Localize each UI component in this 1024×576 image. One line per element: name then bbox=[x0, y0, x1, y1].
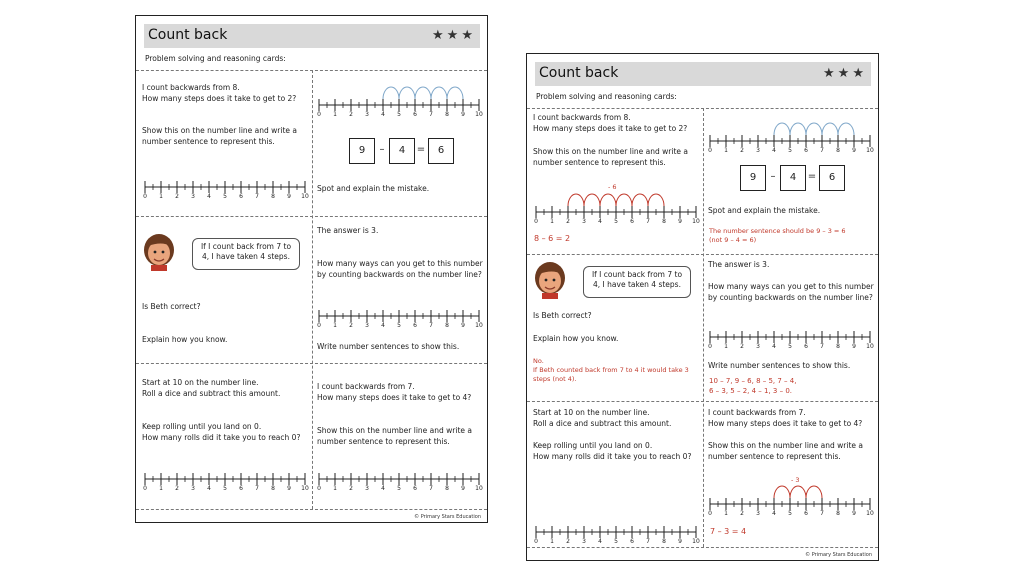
number-line-label: 6 bbox=[630, 538, 634, 544]
number-box: 9 bbox=[740, 165, 766, 191]
number-line-label: 6 bbox=[804, 510, 808, 516]
number-line-label: 4 bbox=[598, 218, 602, 224]
speech-bubble bbox=[192, 238, 300, 270]
number-line-label: 2 bbox=[349, 322, 353, 328]
number-line-label: 2 bbox=[566, 218, 570, 224]
jump-arc bbox=[447, 87, 463, 99]
card-text: Start at 10 on the number line. bbox=[533, 408, 650, 417]
number-line-label: 6 bbox=[239, 193, 243, 199]
divider bbox=[312, 70, 313, 509]
card-text: Write number sentences to show this. bbox=[708, 361, 851, 370]
answer-text: 7 – 3 = 4 bbox=[710, 527, 747, 536]
card-text: number sentence to represent this. bbox=[142, 137, 275, 146]
card-text: Roll a dice and subtract this amount. bbox=[142, 389, 281, 398]
number-line-label: 4 bbox=[598, 538, 602, 544]
card-text: I count backwards from 8. bbox=[533, 113, 631, 122]
card-text: Explain how you know. bbox=[142, 335, 228, 344]
answer-text: If Beth counted back from 7 to 4 it would take 3 bbox=[533, 366, 689, 374]
bubble-text: If I count back from 7 to bbox=[200, 242, 292, 251]
number-line-label: 7 bbox=[255, 193, 259, 199]
jump-arc bbox=[568, 194, 584, 206]
number-line-label: 4 bbox=[381, 322, 385, 328]
card-text: Keep rolling until you land on 0. bbox=[533, 441, 653, 450]
number-line-label: 1 bbox=[333, 322, 337, 328]
number-line-label: 0 bbox=[143, 485, 147, 491]
number-box: 6 bbox=[428, 138, 454, 164]
number-line-label: 0 bbox=[534, 218, 538, 224]
number-line-label: 0 bbox=[317, 111, 321, 117]
number-line-label: 2 bbox=[349, 111, 353, 117]
number-line-label: 4 bbox=[381, 111, 385, 117]
number-line-label: 5 bbox=[788, 510, 792, 516]
subtitle: Problem solving and reasoning cards: bbox=[145, 54, 286, 63]
operator: – bbox=[379, 144, 385, 155]
number-line-label: 10 bbox=[301, 193, 309, 199]
jump-arc bbox=[806, 123, 822, 135]
number-line-label: 2 bbox=[175, 193, 179, 199]
number-line-label: 6 bbox=[804, 343, 808, 349]
number-line-label: 7 bbox=[429, 322, 433, 328]
card-text: Is Beth correct? bbox=[142, 302, 201, 311]
card-text: I count backwards from 7. bbox=[708, 408, 806, 417]
number-line-label: 9 bbox=[852, 343, 856, 349]
number-line-label: 5 bbox=[223, 485, 227, 491]
number-line-label: 5 bbox=[397, 485, 401, 491]
number-line bbox=[315, 461, 483, 491]
number-line-label: 10 bbox=[692, 218, 700, 224]
number-line-label: 10 bbox=[301, 485, 309, 491]
answer-text: No. bbox=[533, 357, 544, 365]
number-line-label: 4 bbox=[772, 343, 776, 349]
number-line-label: 7 bbox=[255, 485, 259, 491]
answer-text: 6 – 3, 5 – 2, 4 – 1, 3 – 0. bbox=[709, 387, 793, 395]
number-line-label: 3 bbox=[582, 538, 586, 544]
bubble-text: 4, I have taken 4 steps. bbox=[202, 252, 290, 261]
card-text: How many rolls did it take you to reach 0? bbox=[533, 452, 692, 461]
card-text: Show this on the number line and write a bbox=[708, 441, 864, 450]
title-bar bbox=[535, 62, 871, 86]
operator: = bbox=[416, 144, 426, 155]
number-line-label: 10 bbox=[475, 485, 483, 491]
number-line bbox=[706, 117, 874, 153]
jump-arc bbox=[415, 87, 431, 99]
number-line-label: 2 bbox=[349, 485, 353, 491]
number-line-label: 1 bbox=[724, 510, 728, 516]
number-line-label: 8 bbox=[445, 485, 449, 491]
number-line-label: 10 bbox=[866, 343, 874, 349]
number-line-label: 4 bbox=[381, 485, 385, 491]
difficulty-stars-icon: ★★★ bbox=[823, 66, 867, 81]
answer-text: (not 9 – 4 = 6) bbox=[709, 236, 757, 244]
card-text: The answer is 3. bbox=[708, 260, 770, 269]
jump-arc bbox=[838, 123, 854, 135]
operator: = bbox=[807, 171, 817, 182]
number-box: 4 bbox=[780, 165, 806, 191]
divider bbox=[703, 108, 704, 547]
number-line-label: 8 bbox=[662, 538, 666, 544]
number-line-label: 8 bbox=[662, 218, 666, 224]
bubble-text: 4, I have taken 4 steps. bbox=[593, 280, 681, 289]
number-line-label: 8 bbox=[836, 510, 840, 516]
card-text: I count backwards from 8. bbox=[142, 83, 240, 92]
number-line-label: 9 bbox=[678, 538, 682, 544]
jump-arc bbox=[648, 194, 664, 206]
number-line-label: 5 bbox=[788, 343, 792, 349]
jump-arc bbox=[584, 194, 600, 206]
number-line-label: 6 bbox=[413, 485, 417, 491]
number-line-label: 0 bbox=[317, 322, 321, 328]
card-text: by counting backwards on the number line? bbox=[317, 270, 482, 279]
number-box: 4 bbox=[389, 138, 415, 164]
number-line-label: 8 bbox=[271, 193, 275, 199]
speech-bubble bbox=[583, 266, 691, 298]
number-line-label: 8 bbox=[445, 111, 449, 117]
number-line-label: 7 bbox=[429, 111, 433, 117]
worksheet-answers bbox=[526, 53, 879, 561]
bubble-text: If I count back from 7 to bbox=[591, 270, 683, 279]
worksheet-questions bbox=[135, 15, 488, 523]
answer-text: steps (not 4). bbox=[533, 375, 577, 383]
number-line-label: 1 bbox=[333, 485, 337, 491]
number-line-label: 5 bbox=[397, 322, 401, 328]
worksheet-title: Count back bbox=[539, 65, 619, 81]
number-line-label: 9 bbox=[461, 322, 465, 328]
card-text: How many steps does it take to get to 2? bbox=[533, 124, 688, 133]
jump-arc bbox=[790, 123, 806, 135]
subtitle: Problem solving and reasoning cards: bbox=[536, 92, 677, 101]
number-line-label: 7 bbox=[820, 510, 824, 516]
number-line-label: 3 bbox=[756, 510, 760, 516]
number-line-label: 6 bbox=[413, 111, 417, 117]
number-box: 9 bbox=[349, 138, 375, 164]
answer-text: 8 – 6 = 2 bbox=[534, 234, 571, 243]
number-line-label: 0 bbox=[143, 193, 147, 199]
number-line-label: 7 bbox=[646, 218, 650, 224]
number-line-label: 7 bbox=[646, 538, 650, 544]
number-line-label: 4 bbox=[207, 485, 211, 491]
difficulty-stars-icon: ★★★ bbox=[432, 28, 476, 43]
number-line bbox=[706, 319, 874, 349]
number-line-label: 3 bbox=[191, 193, 195, 199]
jump-arc bbox=[399, 87, 415, 99]
number-line-label: 2 bbox=[740, 343, 744, 349]
number-line-label: 3 bbox=[582, 218, 586, 224]
number-line-label: 8 bbox=[836, 343, 840, 349]
jump-arc bbox=[383, 87, 399, 99]
number-line-label: 0 bbox=[708, 510, 712, 516]
number-line-label: 5 bbox=[223, 193, 227, 199]
number-line-label: 0 bbox=[708, 343, 712, 349]
card-text: Spot and explain the mistake. bbox=[708, 206, 821, 215]
card-text: Explain how you know. bbox=[533, 334, 619, 343]
card-text: How many steps does it take to get to 4? bbox=[317, 393, 472, 402]
number-line-label: 9 bbox=[287, 485, 291, 491]
jump-arc bbox=[431, 87, 447, 99]
number-line-label: 1 bbox=[550, 218, 554, 224]
card-text: How many ways can you get to this number bbox=[317, 259, 483, 268]
girl-avatar-icon bbox=[533, 260, 567, 300]
number-line-label: 7 bbox=[820, 343, 824, 349]
number-line-label: 3 bbox=[191, 485, 195, 491]
jump-arc bbox=[600, 194, 616, 206]
card-text: Spot and explain the mistake. bbox=[317, 184, 430, 193]
card-text: Keep rolling until you land on 0. bbox=[142, 422, 262, 431]
card-text: Show this on the number line and write a bbox=[317, 426, 473, 435]
number-line-label: 7 bbox=[429, 485, 433, 491]
number-line-label: 3 bbox=[365, 111, 369, 117]
jump-arc bbox=[774, 123, 790, 135]
number-line bbox=[141, 461, 309, 491]
number-line-label: 3 bbox=[756, 343, 760, 349]
number-line-label: 5 bbox=[397, 111, 401, 117]
card-text: How many steps does it take to get to 4? bbox=[708, 419, 863, 428]
number-line-label: 4 bbox=[772, 510, 776, 516]
number-line-label: 1 bbox=[159, 485, 163, 491]
footer-copyright: © Primary Stars Education bbox=[414, 514, 481, 520]
number-line bbox=[532, 188, 700, 224]
number-line-label: 10 bbox=[866, 510, 874, 516]
operator: – bbox=[770, 171, 776, 182]
card-text: Is Beth correct? bbox=[533, 311, 592, 320]
number-line-label: 7 bbox=[820, 147, 824, 153]
card-text: by counting backwards on the number line? bbox=[708, 293, 873, 302]
jump-label: - 6 bbox=[608, 183, 617, 191]
number-line-label: 6 bbox=[413, 322, 417, 328]
number-line bbox=[315, 81, 483, 117]
card-text: How many rolls did it take you to reach 0? bbox=[142, 433, 301, 442]
card-text: Write number sentences to show this. bbox=[317, 342, 460, 351]
number-line-label: 4 bbox=[772, 147, 776, 153]
divider bbox=[136, 509, 487, 510]
number-line-label: 10 bbox=[475, 322, 483, 328]
card-text: Start at 10 on the number line. bbox=[142, 378, 259, 387]
number-line-label: 9 bbox=[461, 485, 465, 491]
number-line-label: 6 bbox=[804, 147, 808, 153]
number-line-label: 10 bbox=[475, 111, 483, 117]
number-line-label: 1 bbox=[159, 193, 163, 199]
card-text: Show this on the number line and write a bbox=[533, 147, 689, 156]
card-text: I count backwards from 7. bbox=[317, 382, 415, 391]
number-line-label: 2 bbox=[566, 538, 570, 544]
number-line bbox=[315, 298, 483, 328]
answer-text: 10 – 7, 9 – 6, 8 – 5, 7 – 4, bbox=[709, 377, 797, 385]
number-line-label: 9 bbox=[287, 193, 291, 199]
number-line-label: 3 bbox=[365, 322, 369, 328]
jump-label: - 3 bbox=[791, 476, 800, 484]
number-line-label: 0 bbox=[708, 147, 712, 153]
number-line-label: 10 bbox=[692, 538, 700, 544]
number-line bbox=[141, 169, 309, 199]
number-line-label: 1 bbox=[724, 147, 728, 153]
number-line-label: 8 bbox=[445, 322, 449, 328]
number-line-label: 1 bbox=[333, 111, 337, 117]
card-text: number sentence to represent this. bbox=[533, 158, 666, 167]
number-box: 6 bbox=[819, 165, 845, 191]
title-bar bbox=[144, 24, 480, 48]
number-line-label: 6 bbox=[630, 218, 634, 224]
number-line bbox=[532, 514, 700, 544]
number-line-label: 3 bbox=[365, 485, 369, 491]
card-text: Roll a dice and subtract this amount. bbox=[533, 419, 672, 428]
number-line-label: 5 bbox=[614, 538, 618, 544]
number-line-label: 6 bbox=[239, 485, 243, 491]
girl-avatar-icon bbox=[142, 232, 176, 272]
number-line-label: 8 bbox=[836, 147, 840, 153]
card-text: number sentence to represent this. bbox=[317, 437, 450, 446]
footer-copyright: © Primary Stars Education bbox=[805, 552, 872, 558]
number-line-label: 1 bbox=[724, 343, 728, 349]
number-line-label: 2 bbox=[175, 485, 179, 491]
number-line-label: 9 bbox=[852, 510, 856, 516]
number-line-label: 2 bbox=[740, 147, 744, 153]
number-line-label: 4 bbox=[207, 193, 211, 199]
answer-text: The number sentence should be 9 – 3 = 6 bbox=[709, 227, 846, 235]
card-text: number sentence to represent this. bbox=[708, 452, 841, 461]
card-text: Show this on the number line and write a bbox=[142, 126, 298, 135]
worksheet-title: Count back bbox=[148, 27, 228, 43]
number-line-label: 1 bbox=[550, 538, 554, 544]
jump-arc bbox=[790, 486, 806, 498]
divider bbox=[527, 547, 878, 548]
card-text: The answer is 3. bbox=[317, 226, 379, 235]
number-line-label: 9 bbox=[852, 147, 856, 153]
number-line-label: 0 bbox=[317, 485, 321, 491]
jump-arc bbox=[822, 123, 838, 135]
number-line-label: 5 bbox=[788, 147, 792, 153]
number-line bbox=[706, 480, 874, 516]
number-line-label: 2 bbox=[740, 510, 744, 516]
card-text: How many ways can you get to this number bbox=[708, 282, 874, 291]
number-line-label: 9 bbox=[678, 218, 682, 224]
number-line-label: 9 bbox=[461, 111, 465, 117]
number-line-label: 0 bbox=[534, 538, 538, 544]
jump-arc bbox=[806, 486, 822, 498]
jump-arc bbox=[632, 194, 648, 206]
number-line-label: 10 bbox=[866, 147, 874, 153]
jump-arc bbox=[616, 194, 632, 206]
number-line-label: 3 bbox=[756, 147, 760, 153]
jump-arc bbox=[774, 486, 790, 498]
number-line-label: 5 bbox=[614, 218, 618, 224]
card-text: How many steps does it take to get to 2? bbox=[142, 94, 297, 103]
number-line-label: 8 bbox=[271, 485, 275, 491]
